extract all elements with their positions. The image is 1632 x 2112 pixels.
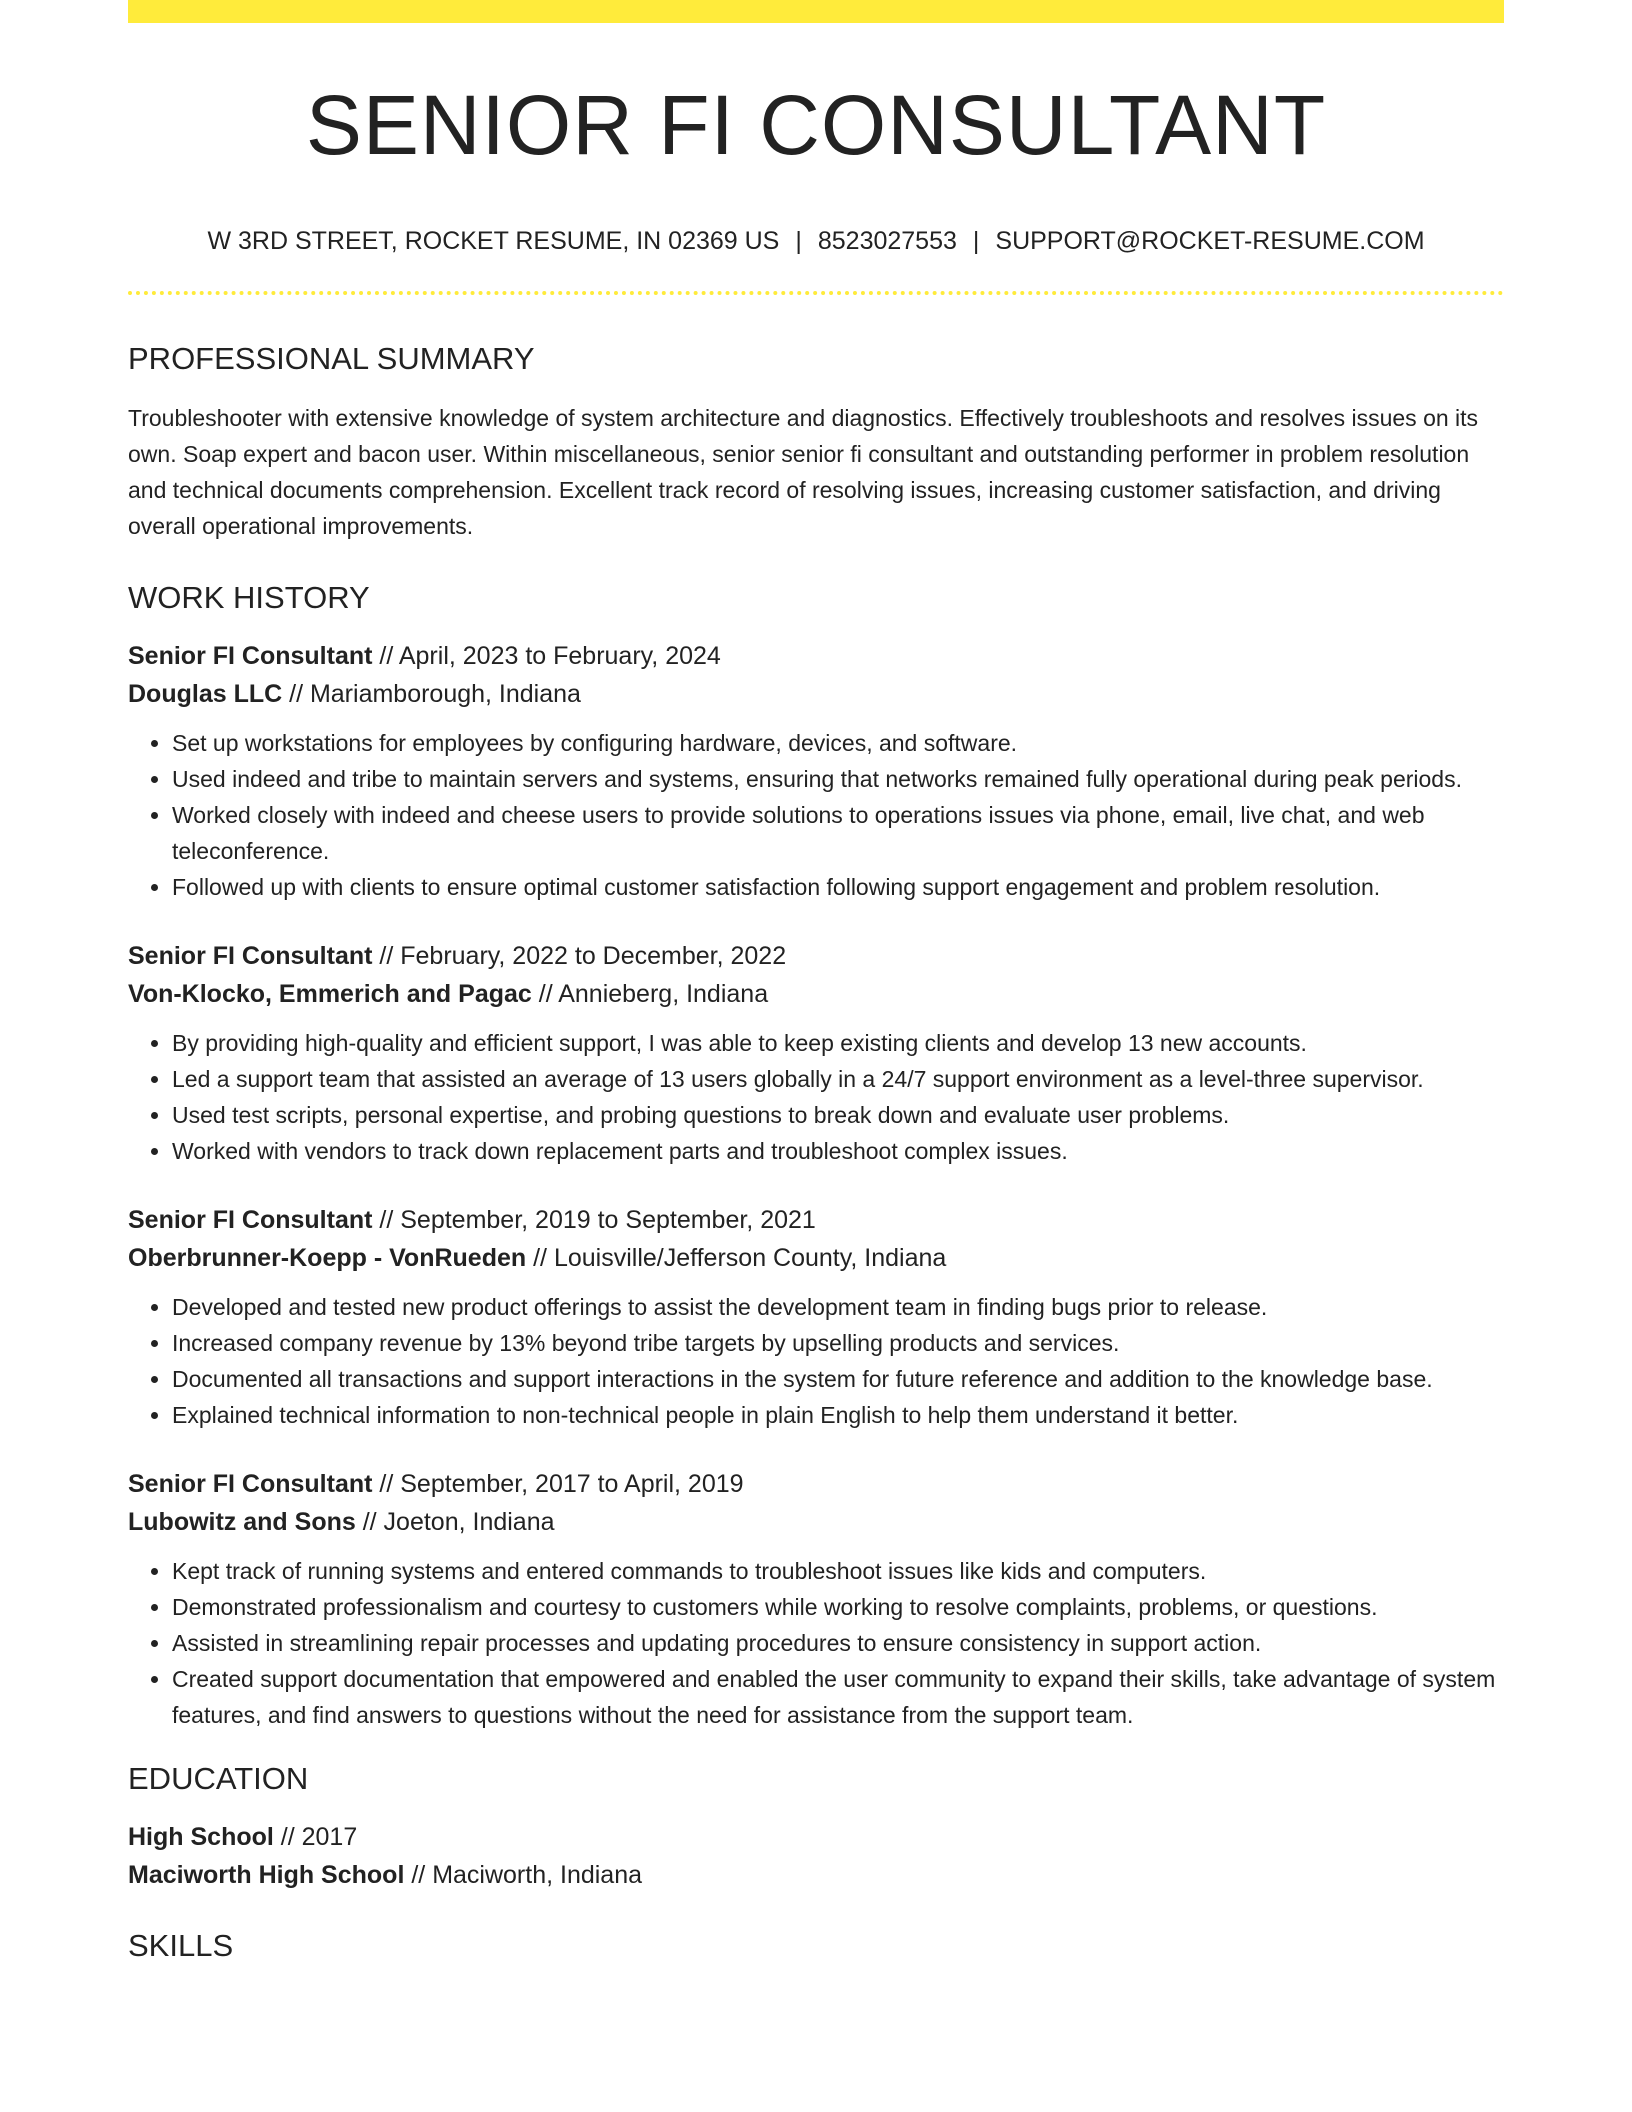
skills-heading: SKILLS — [128, 1928, 234, 1963]
job-dates: // February, 2022 to December, 2022 — [372, 942, 787, 970]
list-item: • Followed up with clients to ensure optimal customer satisfaction following support engagement and problem resolution. — [172, 869, 1504, 905]
contact-phone: 8523027553 — [817, 227, 957, 255]
job-location: // Louisville/Jefferson County, Indiana — [526, 1244, 947, 1272]
contact-line — [128, 229, 1504, 254]
resume-title: SENIOR FI CONSULTANT — [305, 78, 1327, 172]
job-company: Lubowitz and Sons — [128, 1508, 356, 1536]
education-degree-line — [128, 1818, 1504, 1856]
list-item: • Created support documentation that empowered and enabled the user community to expand their skills, take advantage of system features, and find answers to questions without the need for assistance from the support team. — [172, 1661, 1504, 1733]
job-entry — [128, 637, 1504, 905]
job-position: Senior FI Consultant — [128, 1206, 373, 1234]
list-item: • Assisted in streamlining repair processes and updating procedures to ensure consistency in support action. — [172, 1625, 1504, 1661]
job-title-line — [128, 637, 1504, 675]
contact-separator: | — [795, 227, 802, 255]
contact-separator: | — [972, 227, 980, 255]
list-item: • Documented all transactions and support interactions in the system for future reference and addition to the knowledge base. — [172, 1361, 1504, 1397]
education-location: // Maciworth, Indiana — [404, 1861, 643, 1889]
list-item: • Explained technical information to non-technical people in plain English to help them understand it better. — [172, 1397, 1504, 1433]
summary-heading: PROFESSIONAL SUMMARY — [128, 341, 535, 376]
list-item: • Used test scripts, personal expertise, and probing questions to break down and evaluate user problems. — [172, 1097, 1504, 1133]
summary-text: Troubleshooter with extensive knowledge of system architecture and diagnostics. Effectively troubleshoots and resolves issues on its own. Soap expert and bacon user. Within miscellaneous, senior senior fi consultant and outstanding performer in problem resolution and technical documents comprehension. Excellent track record of resolving issues, increasing customer satisfaction, and driving overall operational improvements. — [128, 405, 1479, 539]
job-position: Senior FI Consultant — [128, 1470, 373, 1498]
education-school: Maciworth High School — [128, 1861, 405, 1889]
top-accent-bar — [128, 0, 1504, 23]
job-company: Von-Klocko, Emmerich and Pagac — [128, 980, 532, 1008]
education-heading: EDUCATION — [128, 1761, 309, 1796]
list-item: • Used indeed and tribe to maintain servers and systems, ensuring that networks remained fully operational during peak periods. — [172, 761, 1504, 797]
job-title-line — [128, 1201, 1504, 1239]
job-company-line — [128, 1239, 1504, 1277]
contact-address: W 3RD STREET, ROCKET RESUME, IN 02369 US — [207, 227, 780, 255]
job-position: Senior FI Consultant — [128, 642, 373, 670]
contact-email: SUPPORT@ROCKET-RESUME.COM — [995, 227, 1425, 255]
resume-page — [128, 0, 1504, 1961]
education-entry — [128, 1818, 1504, 1894]
job-bullets — [128, 1553, 1504, 1733]
list-item: • By providing high-quality and efficient support, I was able to keep existing clients and develop 13 new accounts. — [172, 1025, 1504, 1061]
job-company-line — [128, 1503, 1504, 1541]
job-title-line — [128, 1465, 1504, 1503]
list-item: • Set up workstations for employees by configuring hardware, devices, and software. — [172, 725, 1504, 761]
job-position: Senior FI Consultant — [128, 942, 373, 970]
job-location: // Mariamborough, Indiana — [282, 680, 581, 708]
job-dates: // September, 2017 to April, 2019 — [372, 1470, 744, 1498]
education-year: // 2017 — [273, 1823, 358, 1851]
job-title-line — [128, 937, 1504, 975]
job-entry — [128, 937, 1504, 1169]
list-item: • Led a support team that assisted an average of 13 users globally in a 24/7 support environment as a level-three supervisor. — [172, 1061, 1504, 1097]
list-item: • Increased company revenue by 13% beyond tribe targets by upselling products and services. — [172, 1325, 1504, 1361]
job-location: // Annieberg, Indiana — [531, 980, 769, 1008]
job-company: Oberbrunner-Koepp - VonRueden — [128, 1244, 527, 1272]
list-item: • Kept track of running systems and entered commands to troubleshoot issues like kids and computers. — [172, 1553, 1504, 1589]
list-item: • Worked with vendors to track down replacement parts and troubleshoot complex issues. — [172, 1133, 1504, 1169]
list-item: • Demonstrated professionalism and courtesy to customers while working to resolve complaints, problems, or questions. — [172, 1589, 1504, 1625]
dotted-divider — [128, 291, 1504, 295]
list-item: • Developed and tested new product offerings to assist the development team in finding bugs prior to release. — [172, 1289, 1504, 1325]
work-history-heading: WORK HISTORY — [128, 580, 370, 615]
education-school-line — [128, 1856, 1504, 1894]
job-dates: // April, 2023 to February, 2024 — [372, 642, 721, 670]
education-degree: High School — [128, 1823, 274, 1851]
job-location: // Joeton, Indiana — [355, 1508, 555, 1536]
list-item: • Worked closely with indeed and cheese users to provide solutions to operations issues via phone, email, live chat, and web teleconference. — [172, 797, 1504, 869]
job-company-line — [128, 975, 1504, 1013]
job-company-line — [128, 675, 1504, 713]
job-bullets — [128, 1025, 1504, 1169]
job-dates: // September, 2019 to September, 2021 — [372, 1206, 816, 1234]
job-bullets — [128, 725, 1504, 905]
job-company: Douglas LLC — [128, 680, 283, 708]
job-entry — [128, 1465, 1504, 1733]
job-bullets — [128, 1289, 1504, 1433]
job-entry — [128, 1201, 1504, 1433]
